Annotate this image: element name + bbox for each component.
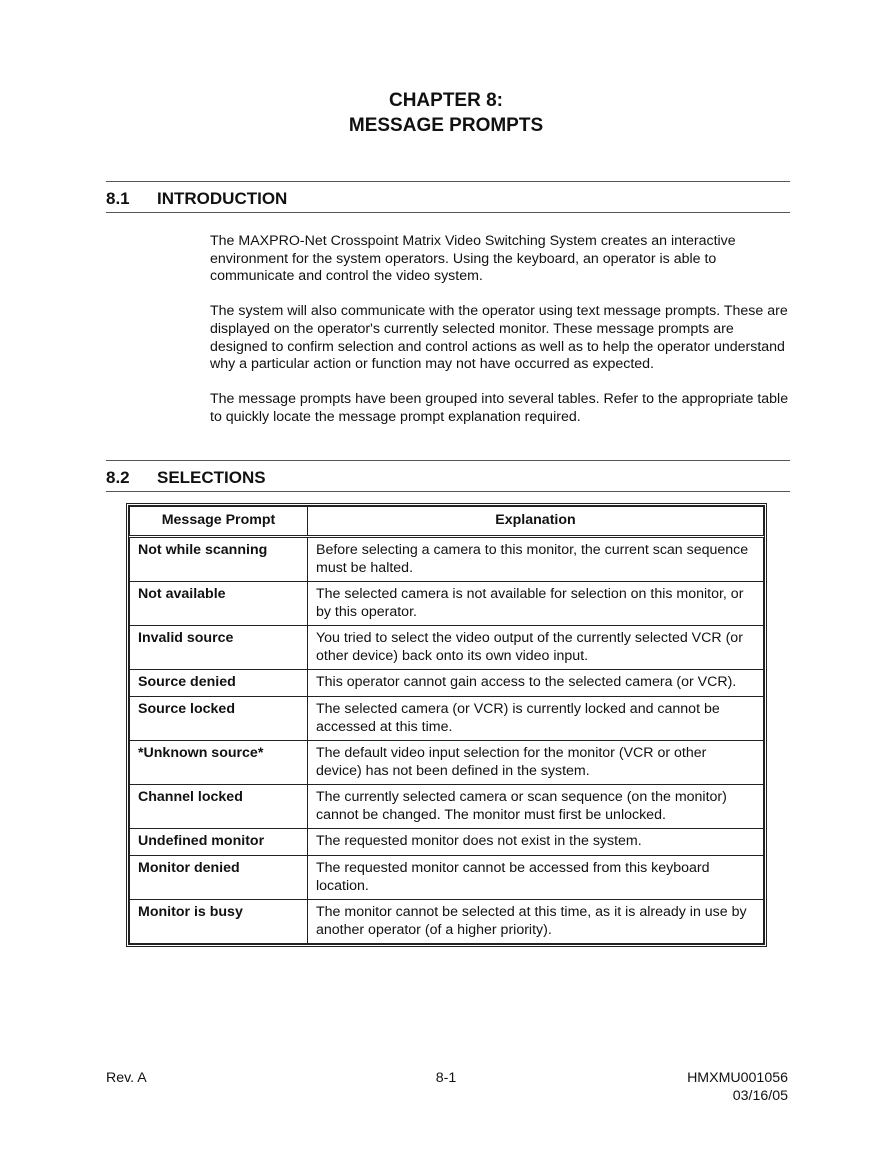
table-row xyxy=(130,741,764,785)
footer-revision: Rev. A xyxy=(106,1070,147,1086)
table-row xyxy=(130,829,764,856)
intro-paragraph: The MAXPRO-Net Crosspoint Matrix Video Switching System creates an interactive environment for the system operators. Using the keyboard, an operator is able to communicate and control the video system. xyxy=(210,233,736,285)
table-row xyxy=(130,697,764,741)
footer-page-number: 8-1 xyxy=(435,1070,457,1086)
message-prompt-cell: *Unknown source* xyxy=(130,741,308,785)
chapter-name: MESSAGE PROMPTS xyxy=(348,115,544,136)
message-prompt-cell: Undefined monitor xyxy=(130,829,308,856)
explanation-cell: The currently selected camera or scan sequence (on the monitor) cannot be changed. The monitor must first be unlocked. xyxy=(308,785,764,829)
message-prompt-cell: Monitor denied xyxy=(130,856,308,900)
column-header-explanation: Explanation xyxy=(308,507,764,537)
table-row xyxy=(130,582,764,626)
explanation-cell: The monitor cannot be selected at this time, as it is already in use by another operator (of a higher priority). xyxy=(308,900,764,944)
message-prompt-table xyxy=(126,503,767,947)
explanation-cell: Before selecting a camera to this monitor, the current scan sequence must be halted. xyxy=(308,537,764,582)
section-title: SELECTIONS xyxy=(157,468,266,487)
explanation-cell: The requested monitor does not exist in the system. xyxy=(308,829,764,856)
explanation-cell: The requested monitor cannot be accessed from this keyboard location. xyxy=(308,856,764,900)
footer-document-info xyxy=(687,1069,788,1105)
explanation-cell: The selected camera is not available for selection on this monitor, or by this operator. xyxy=(308,582,764,626)
message-prompt-cell: Channel locked xyxy=(130,785,308,829)
table-row xyxy=(130,900,764,944)
message-prompt-cell: Source denied xyxy=(130,670,308,697)
table-row xyxy=(130,670,764,697)
message-prompt-cell: Not while scanning xyxy=(130,537,308,582)
table-row xyxy=(130,537,764,582)
footer-document-id: HMXMU001056 xyxy=(687,1070,788,1086)
table-row xyxy=(130,856,764,900)
explanation-cell: This operator cannot gain access to the selected camera (or VCR). xyxy=(308,670,764,697)
message-prompt-cell: Invalid source xyxy=(130,626,308,670)
explanation-cell: The default video input selection for the monitor (VCR or other device) has not been defined in the system. xyxy=(308,741,764,785)
message-prompt-cell: Monitor is busy xyxy=(130,900,308,944)
message-prompt-cell: Source locked xyxy=(130,697,308,741)
section-number: 8.1 xyxy=(106,189,130,208)
intro-paragraph: The system will also communicate with the operator using text message prompts. These are displayed on the operator's currently selected monitor. These message prompts are designed to confirm selection and control actions as well as to help the operator understand why a particular action or function may not have occurred as expected. xyxy=(210,303,788,373)
table-row xyxy=(130,785,764,829)
section-heading-selections xyxy=(106,460,790,492)
message-prompt-cell: Not available xyxy=(130,582,308,626)
section-heading-introduction xyxy=(106,181,790,213)
intro-paragraph: The message prompts have been grouped into several tables. Refer to the appropriate table to quickly locate the message prompt explanation required. xyxy=(210,391,789,425)
table-row xyxy=(130,626,764,670)
table-header-row xyxy=(130,507,764,537)
section-title: INTRODUCTION xyxy=(157,189,288,208)
chapter-title xyxy=(0,88,892,138)
footer-date: 03/16/05 xyxy=(732,1088,788,1104)
column-header-message-prompt: Message Prompt xyxy=(130,507,308,537)
introduction-body xyxy=(210,233,792,444)
section-number: 8.2 xyxy=(106,468,130,487)
explanation-cell: The selected camera (or VCR) is currently locked and cannot be accessed at this time. xyxy=(308,697,764,741)
explanation-cell: You tried to select the video output of the currently selected VCR (or other device) back onto its own video input. xyxy=(308,626,764,670)
chapter-number: CHAPTER 8: xyxy=(388,90,503,111)
